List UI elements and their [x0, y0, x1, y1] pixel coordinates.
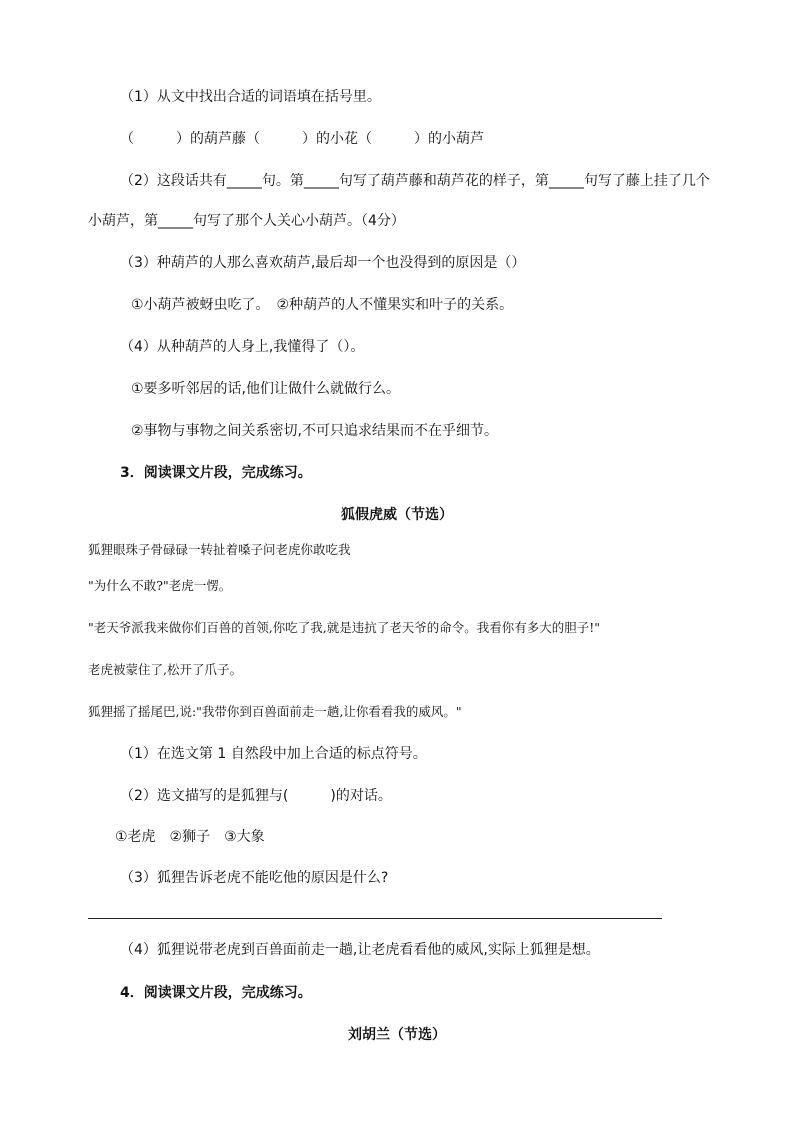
question-item-3: （3）种葫芦的人那么喜欢葫芦,最后却一个也没得到的原因是（） — [120, 255, 526, 271]
question-item-4: （4）从种葫芦的人身上,我懂得了（）。 — [120, 339, 365, 355]
question-item-2: （2）选文描写的是狐狸与( )的对话。 — [120, 788, 392, 804]
passage-paragraph: 狐狸摇了摇尾巴,说:"我带你到百兽面前走一趟,让你看看我的威风。" — [88, 704, 462, 719]
question-item-4: （4）狐狸说带老虎到百兽面前走一趟,让老虎看看他的威风,实际上狐狸是想。 — [120, 942, 600, 958]
question-item-1: （1）在选文第 1 自然段中加上合适的标点符号。 — [120, 746, 427, 762]
passage-paragraph: 狐狸眼珠子骨碌碌一转扯着嗓子问老虎你敢吃我 — [88, 542, 351, 557]
answer-line — [88, 918, 662, 919]
passage-title: 刘胡兰（节选） — [348, 1027, 446, 1043]
answer-option-2: ②事物与事物之间关系密切,不可只追求结果而不在乎细节。 — [131, 423, 498, 439]
question-item-2: （2）这段话共有_____句。第_____句写了葫芦藤和葫芦花的样子，第_____句写了藤上挂了几个 — [120, 173, 710, 189]
answer-option-1: ①要多听邻居的话,他们让做什么就做行么。 — [131, 381, 400, 397]
question-item-2-continued: 小葫芦，第_____句写了那个人关心小葫芦。（4分） — [88, 213, 405, 229]
section-heading: 4．阅读课文片段，完成练习。 — [120, 985, 312, 1001]
passage-paragraph: 老虎被蒙住了,松开了爪子。 — [88, 662, 242, 677]
section-heading: 3．阅读课文片段，完成练习。 — [120, 465, 312, 481]
fill-blank-line: （ ）的葫芦藤（ ）的小花（ ）的小葫芦 — [120, 131, 484, 147]
answer-options: ①小葫芦被蚜虫吃了。 ②种葫芦的人不懂果实和叶子的关系。 — [131, 297, 514, 313]
question-item-3: （3）狐狸告诉老虎不能吃他的原因是什么? — [120, 870, 389, 886]
answer-options: ①老虎 ②狮子 ③大象 — [115, 829, 265, 845]
question-item-1: （1）从文中找出合适的词语填在括号里。 — [120, 89, 381, 105]
passage-paragraph: "为什么不敢?"老虎一愣。 — [88, 578, 232, 593]
passage-paragraph: "老天爷派我来做你们百兽的首领,你吃了我,就是违抗了老天爷的命令。我看你有多大的胆子!" — [88, 620, 600, 635]
passage-title: 狐假虎威（节选） — [341, 507, 453, 523]
